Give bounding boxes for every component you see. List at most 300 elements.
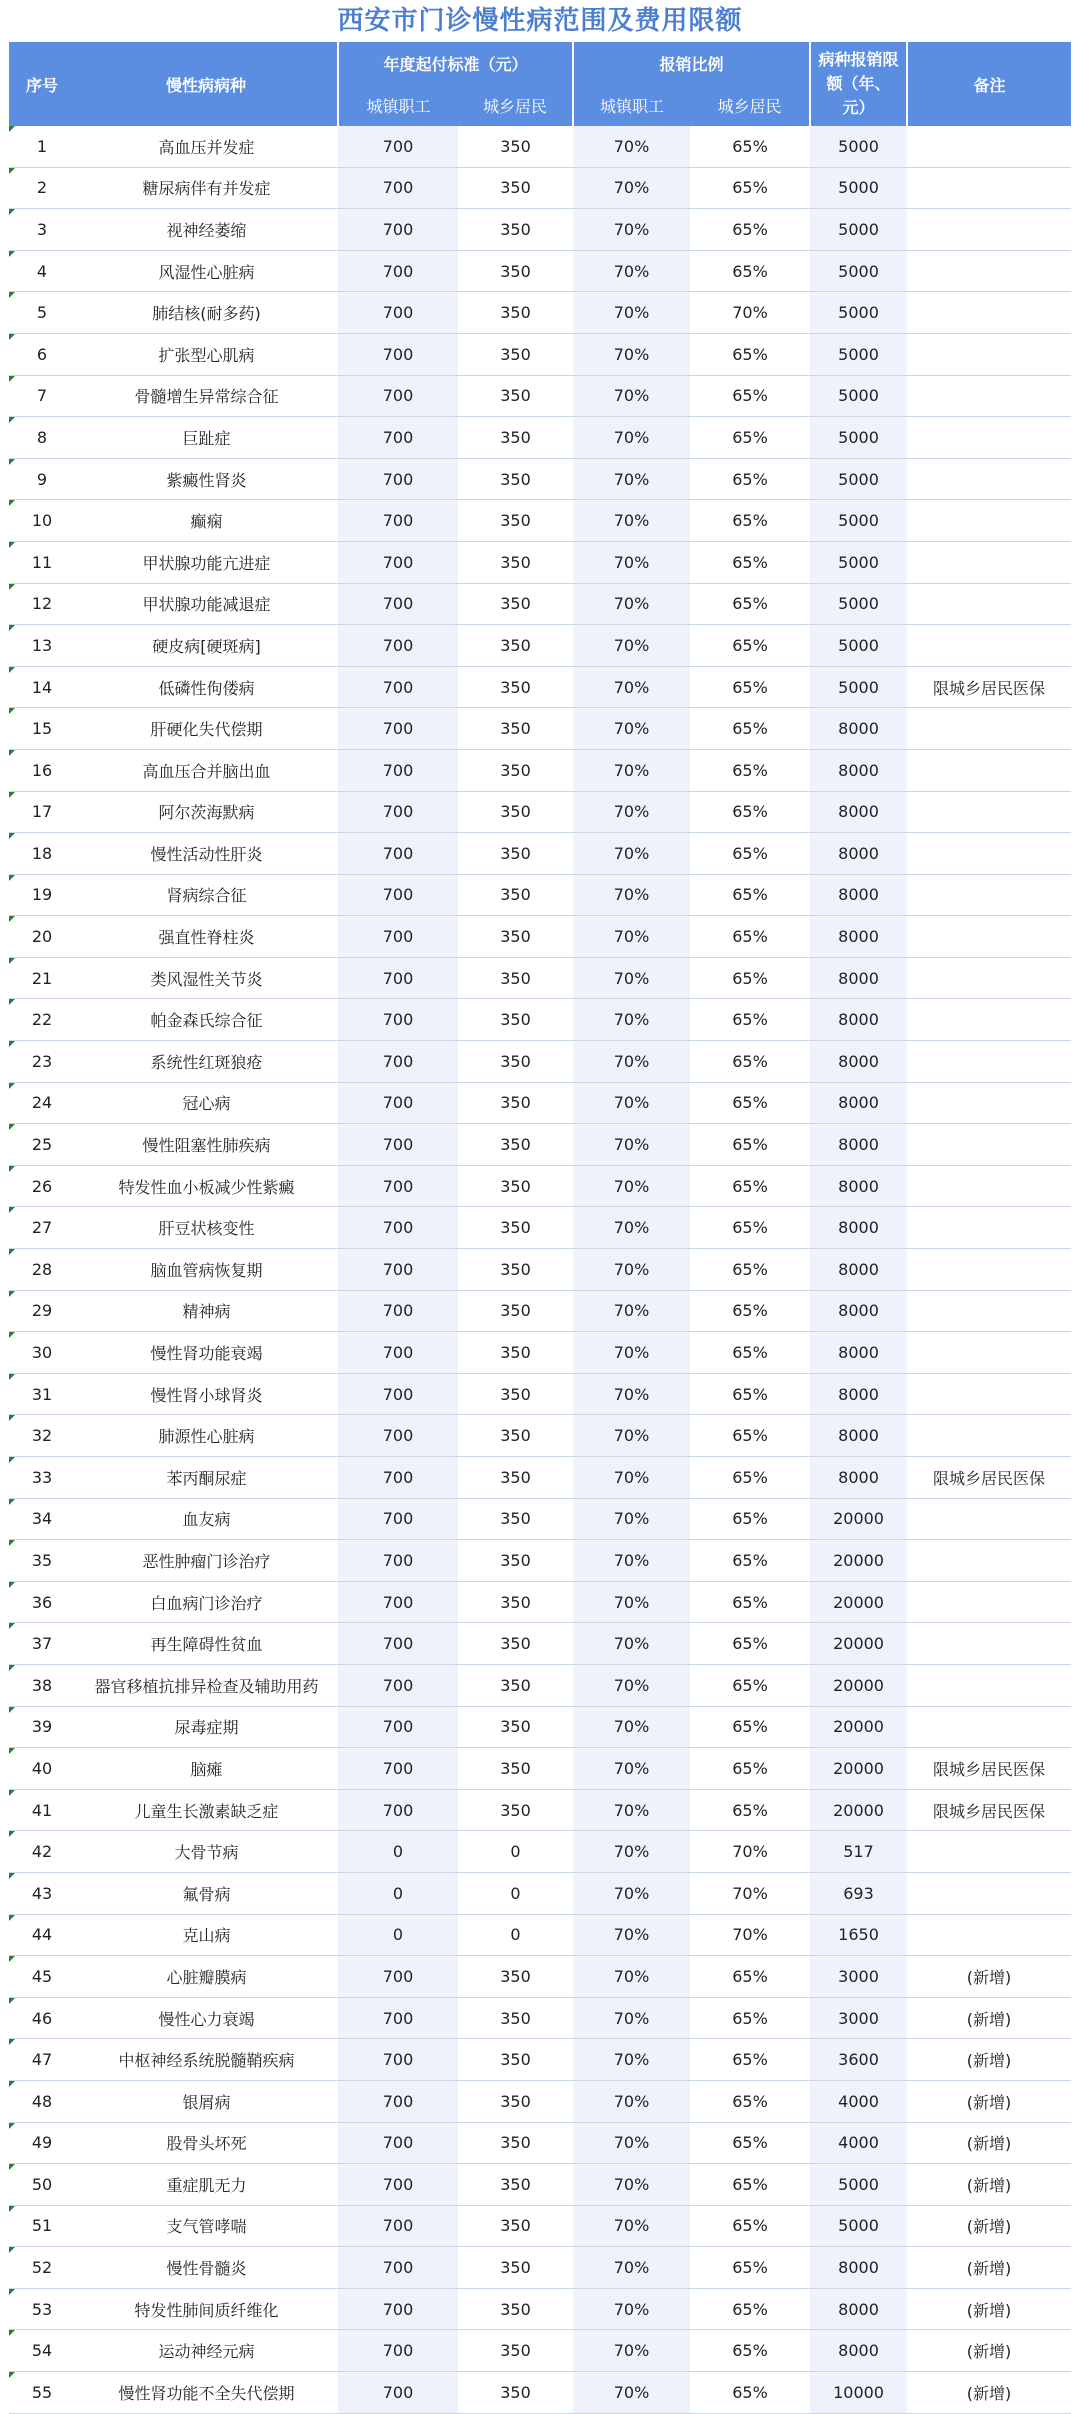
cell-ratio-rural: 65% [690,375,810,417]
cell-note [907,1207,1071,1249]
cell-note: (新增) [907,1997,1071,2039]
cell-disease-name: 克山病 [75,1914,338,1956]
cell-ratio-rural: 65% [690,1249,810,1291]
cell-disease-name: 阿尔茨海默病 [75,791,338,833]
cell-start-rural: 350 [458,1706,573,1748]
cell-note [907,1165,1071,1207]
header-ratio-urban: 城镇职工 [573,84,690,126]
cell-start-urban: 700 [338,2330,458,2372]
cell-start-rural: 350 [458,957,573,999]
table-row [9,167,1071,209]
cell-disease-name: 精神病 [75,1290,338,1332]
cell-start-urban: 700 [338,417,458,459]
cell-ratio-urban: 70% [573,1332,690,1374]
header-note: 备注 [907,42,1071,126]
table-row [9,2247,1071,2289]
cell-ratio-urban: 70% [573,874,690,916]
cell-disease-name: 癫痫 [75,500,338,542]
cell-limit: 5000 [810,375,907,417]
cell-limit: 20000 [810,1706,907,1748]
table-row [9,1997,1071,2039]
cell-limit: 8000 [810,1290,907,1332]
cell-disease-name: 肝豆状核变性 [75,1207,338,1249]
cell-no: 31 [9,1373,75,1415]
cell-start-urban: 700 [338,583,458,625]
table-row [9,791,1071,833]
cell-note [907,500,1071,542]
cell-ratio-rural: 65% [690,999,810,1041]
cell-start-urban: 700 [338,2205,458,2247]
cell-limit: 8000 [810,999,907,1041]
cell-start-urban: 0 [338,1831,458,1873]
cell-note [907,1540,1071,1582]
cell-start-rural: 350 [458,1664,573,1706]
cell-start-urban: 700 [338,1082,458,1124]
cell-limit: 8000 [810,916,907,958]
cell-ratio-rural: 65% [690,1165,810,1207]
cell-start-rural: 350 [458,874,573,916]
cell-limit: 5000 [810,625,907,667]
cell-note [907,1290,1071,1332]
cell-limit: 8000 [810,2330,907,2372]
cell-disease-name: 帕金森氏综合征 [75,999,338,1041]
cell-no: 15 [9,708,75,750]
cell-no: 43 [9,1872,75,1914]
cell-start-urban: 0 [338,1872,458,1914]
cell-start-urban: 700 [338,1332,458,1374]
cell-limit: 5000 [810,583,907,625]
cell-limit: 8000 [810,791,907,833]
cell-start-rural: 350 [458,458,573,500]
cell-limit: 5000 [810,250,907,292]
cell-ratio-urban: 70% [573,1748,690,1790]
cell-ratio-rural: 65% [690,916,810,958]
cell-ratio-urban: 70% [573,1540,690,1582]
cell-no: 10 [9,500,75,542]
cell-ratio-rural: 65% [690,209,810,251]
table-row [9,250,1071,292]
cell-start-rural: 350 [458,2080,573,2122]
cell-ratio-urban: 70% [573,375,690,417]
cell-disease-name: 类风湿性关节炎 [75,957,338,999]
cell-ratio-urban: 70% [573,2205,690,2247]
table-row [9,2039,1071,2081]
cell-start-urban: 700 [338,1165,458,1207]
cell-no: 3 [9,209,75,251]
cell-note: (新增) [907,2164,1071,2206]
cell-note [907,1249,1071,1291]
cell-disease-name: 系统性红斑狼疮 [75,1041,338,1083]
cell-limit: 5000 [810,126,907,167]
cell-ratio-urban: 70% [573,1831,690,1873]
cell-ratio-urban: 70% [573,2288,690,2330]
cell-limit: 5000 [810,333,907,375]
cell-ratio-rural: 65% [690,666,810,708]
cell-ratio-urban: 70% [573,957,690,999]
cell-ratio-urban: 70% [573,708,690,750]
cell-note: 限城乡居民医保 [907,1789,1071,1831]
cell-limit: 8000 [810,874,907,916]
table-row [9,1581,1071,1623]
cell-start-rural: 350 [458,1748,573,1790]
cell-note: (新增) [907,2205,1071,2247]
cell-no: 34 [9,1498,75,1540]
cell-ratio-urban: 70% [573,666,690,708]
table-row [9,1124,1071,1166]
cell-disease-name: 紫癜性肾炎 [75,458,338,500]
cell-no: 26 [9,1165,75,1207]
cell-start-rural: 350 [458,1997,573,2039]
cell-start-rural: 350 [458,500,573,542]
cell-note [907,1373,1071,1415]
cell-start-urban: 700 [338,1041,458,1083]
cell-start-rural: 350 [458,2288,573,2330]
cell-limit: 20000 [810,1581,907,1623]
cell-start-rural: 350 [458,1415,573,1457]
cell-ratio-rural: 65% [690,2039,810,2081]
cell-start-urban: 700 [338,292,458,334]
cell-ratio-rural: 65% [690,1415,810,1457]
cell-no: 53 [9,2288,75,2330]
table-row [9,375,1071,417]
cell-ratio-rural: 65% [690,2122,810,2164]
cell-ratio-urban: 70% [573,833,690,875]
cell-limit: 10000 [810,2372,907,2414]
cell-start-rural: 350 [458,1290,573,1332]
cell-ratio-rural: 65% [690,2205,810,2247]
cell-no: 23 [9,1041,75,1083]
cell-ratio-rural: 65% [690,1706,810,1748]
table-row [9,1789,1071,1831]
cell-ratio-urban: 70% [573,1041,690,1083]
cell-start-urban: 700 [338,541,458,583]
cell-no: 49 [9,2122,75,2164]
table-row [9,1498,1071,1540]
cell-start-rural: 350 [458,916,573,958]
cell-start-rural: 350 [458,2247,573,2289]
cell-ratio-rural: 65% [690,1956,810,1998]
cell-disease-name: 大骨节病 [75,1831,338,1873]
cell-start-urban: 700 [338,957,458,999]
cell-start-rural: 350 [458,1540,573,1582]
cell-note [907,1332,1071,1374]
cell-start-rural: 350 [458,2330,573,2372]
cell-limit: 20000 [810,1789,907,1831]
cell-disease-name: 儿童生长激素缺乏症 [75,1789,338,1831]
header-start-urban: 城镇职工 [338,84,458,126]
cell-ratio-rural: 65% [690,957,810,999]
cell-note [907,874,1071,916]
cell-start-rural: 350 [458,1373,573,1415]
cell-limit: 20000 [810,1498,907,1540]
cell-limit: 3000 [810,1956,907,1998]
cell-start-rural: 350 [458,292,573,334]
cell-limit: 5000 [810,541,907,583]
cell-start-urban: 700 [338,708,458,750]
cell-start-rural: 350 [458,333,573,375]
cell-start-rural: 350 [458,2372,573,2414]
cell-ratio-urban: 70% [573,1914,690,1956]
cell-ratio-urban: 70% [573,1373,690,1415]
cell-note [907,583,1071,625]
cell-note [907,1041,1071,1083]
cell-disease-name: 慢性肾功能不全失代偿期 [75,2372,338,2414]
cell-limit: 3600 [810,2039,907,2081]
cell-ratio-urban: 70% [573,2080,690,2122]
cell-limit: 8000 [810,1082,907,1124]
cell-no: 13 [9,625,75,667]
cell-disease-name: 中枢神经系统脱髓鞘疾病 [75,2039,338,2081]
cell-no: 39 [9,1706,75,1748]
cell-limit: 8000 [810,2247,907,2289]
cell-ratio-urban: 70% [573,1706,690,1748]
cell-start-urban: 700 [338,1748,458,1790]
cell-limit: 8000 [810,1373,907,1415]
cell-limit: 517 [810,1831,907,1873]
cell-start-rural: 350 [458,708,573,750]
cell-disease-name: 慢性肾小球肾炎 [75,1373,338,1415]
cell-ratio-rural: 65% [690,1290,810,1332]
cell-ratio-urban: 70% [573,791,690,833]
cell-limit: 5000 [810,458,907,500]
cell-disease-name: 银屑病 [75,2080,338,2122]
cell-note [907,292,1071,334]
cell-no: 14 [9,666,75,708]
cell-start-urban: 700 [338,250,458,292]
cell-ratio-rural: 65% [690,2080,810,2122]
cell-start-rural: 350 [458,1207,573,1249]
cell-start-urban: 700 [338,458,458,500]
cell-ratio-urban: 70% [573,333,690,375]
cell-ratio-rural: 65% [690,1581,810,1623]
cell-start-urban: 700 [338,2122,458,2164]
cell-ratio-urban: 70% [573,1872,690,1914]
table-row [9,500,1071,542]
table-row [9,833,1071,875]
cell-start-urban: 700 [338,1498,458,1540]
cell-ratio-rural: 65% [690,2247,810,2289]
table-row [9,2080,1071,2122]
cell-ratio-rural: 65% [690,1373,810,1415]
table-row [9,1165,1071,1207]
cell-ratio-urban: 70% [573,2372,690,2414]
cell-ratio-rural: 65% [690,833,810,875]
cell-start-urban: 700 [338,1581,458,1623]
cell-no: 22 [9,999,75,1041]
cell-note [907,126,1071,167]
table-row [9,209,1071,251]
cell-ratio-rural: 65% [690,541,810,583]
cell-limit: 4000 [810,2122,907,2164]
table-row [9,1956,1071,1998]
cell-ratio-rural: 65% [690,2164,810,2206]
cell-no: 38 [9,1664,75,1706]
cell-start-urban: 700 [338,375,458,417]
cell-limit: 5000 [810,417,907,459]
cell-note [907,957,1071,999]
cell-note [907,1664,1071,1706]
cell-ratio-urban: 70% [573,417,690,459]
cell-note: (新增) [907,2122,1071,2164]
cell-start-urban: 700 [338,749,458,791]
table-row [9,2288,1071,2330]
cell-disease-name: 高血压合并脑出血 [75,749,338,791]
header-start-group: 年度起付标准（元） [338,42,573,84]
cell-disease-name: 氟骨病 [75,1872,338,1914]
cell-no: 5 [9,292,75,334]
chronic-disease-table [9,42,1071,2414]
cell-no: 25 [9,1124,75,1166]
cell-ratio-urban: 70% [573,2164,690,2206]
cell-no: 51 [9,2205,75,2247]
table-row [9,2164,1071,2206]
cell-disease-name: 重症肌无力 [75,2164,338,2206]
cell-start-urban: 700 [338,2247,458,2289]
cell-ratio-rural: 65% [690,1457,810,1499]
header-start-rural: 城乡居民 [458,84,573,126]
cell-note [907,1581,1071,1623]
cell-note [907,333,1071,375]
cell-no: 4 [9,250,75,292]
cell-start-rural: 350 [458,1041,573,1083]
cell-note [907,708,1071,750]
cell-start-rural: 350 [458,1249,573,1291]
cell-limit: 8000 [810,833,907,875]
cell-note: 限城乡居民医保 [907,666,1071,708]
table-row [9,2372,1071,2414]
cell-start-urban: 700 [338,625,458,667]
table-row [9,1082,1071,1124]
cell-note [907,458,1071,500]
cell-start-rural: 350 [458,126,573,167]
cell-start-rural: 350 [458,375,573,417]
cell-start-rural: 350 [458,1332,573,1374]
cell-ratio-rural: 65% [690,333,810,375]
cell-no: 41 [9,1789,75,1831]
cell-note: 限城乡居民医保 [907,1748,1071,1790]
cell-no: 7 [9,375,75,417]
cell-disease-name: 慢性活动性肝炎 [75,833,338,875]
cell-note [907,375,1071,417]
cell-ratio-rural: 65% [690,1623,810,1665]
cell-note [907,749,1071,791]
cell-note [907,1706,1071,1748]
cell-disease-name: 股骨头坏死 [75,2122,338,2164]
cell-note: (新增) [907,2330,1071,2372]
cell-disease-name: 慢性肾功能衰竭 [75,1332,338,1374]
cell-no: 40 [9,1748,75,1790]
cell-start-rural: 350 [458,250,573,292]
cell-no: 9 [9,458,75,500]
cell-disease-name: 器官移植抗排异检查及辅助用药 [75,1664,338,1706]
cell-no: 2 [9,167,75,209]
cell-start-rural: 350 [458,625,573,667]
cell-ratio-urban: 70% [573,1581,690,1623]
cell-disease-name: 高血压并发症 [75,126,338,167]
cell-start-urban: 700 [338,1623,458,1665]
cell-no: 24 [9,1082,75,1124]
header-name: 慢性病病种 [75,42,338,126]
cell-note [907,167,1071,209]
cell-no: 19 [9,874,75,916]
table-row [9,1831,1071,1873]
cell-note [907,541,1071,583]
cell-start-urban: 700 [338,1540,458,1582]
cell-start-rural: 0 [458,1831,573,1873]
cell-note [907,625,1071,667]
cell-limit: 1650 [810,1914,907,1956]
cell-ratio-rural: 65% [690,167,810,209]
cell-ratio-urban: 70% [573,1997,690,2039]
cell-no: 11 [9,541,75,583]
cell-ratio-urban: 70% [573,749,690,791]
table-row [9,1623,1071,1665]
cell-no: 6 [9,333,75,375]
cell-ratio-urban: 70% [573,1165,690,1207]
cell-limit: 20000 [810,1540,907,1582]
table-row [9,1249,1071,1291]
cell-note [907,999,1071,1041]
cell-disease-name: 肝硬化失代偿期 [75,708,338,750]
cell-disease-name: 再生障碍性贫血 [75,1623,338,1665]
cell-no: 20 [9,916,75,958]
cell-ratio-rural: 65% [690,250,810,292]
table-row [9,916,1071,958]
cell-note [907,250,1071,292]
table-row [9,749,1071,791]
cell-ratio-rural: 70% [690,292,810,334]
cell-disease-name: 糖尿病伴有并发症 [75,167,338,209]
cell-start-urban: 700 [338,1664,458,1706]
cell-start-rural: 350 [458,417,573,459]
cell-start-urban: 700 [338,1207,458,1249]
table-row [9,708,1071,750]
cell-limit: 8000 [810,749,907,791]
table-row [9,1415,1071,1457]
cell-start-rural: 350 [458,1082,573,1124]
table-row [9,2205,1071,2247]
cell-ratio-urban: 70% [573,916,690,958]
cell-ratio-urban: 70% [573,1956,690,1998]
cell-start-urban: 700 [338,1249,458,1291]
cell-ratio-rural: 70% [690,1872,810,1914]
cell-limit: 5000 [810,500,907,542]
cell-limit: 20000 [810,1623,907,1665]
cell-ratio-urban: 70% [573,1290,690,1332]
cell-ratio-urban: 70% [573,209,690,251]
cell-ratio-urban: 70% [573,500,690,542]
page-title: 西安市门诊慢性病范围及费用限额 [337,6,743,36]
header-limit [810,42,907,126]
table-row [9,333,1071,375]
cell-note [907,1872,1071,1914]
cell-ratio-urban: 70% [573,541,690,583]
cell-disease-name: 恶性肿瘤门诊治疗 [75,1540,338,1582]
cell-ratio-rural: 65% [690,458,810,500]
cell-ratio-urban: 70% [573,625,690,667]
cell-start-rural: 350 [458,666,573,708]
table-row [9,999,1071,1041]
cell-start-urban: 700 [338,1956,458,1998]
cell-ratio-urban: 70% [573,2122,690,2164]
cell-start-rural: 350 [458,833,573,875]
cell-ratio-rural: 65% [690,1540,810,1582]
cell-limit: 8000 [810,1165,907,1207]
cell-disease-name: 甲状腺功能减退症 [75,583,338,625]
cell-start-urban: 0 [338,1914,458,1956]
cell-ratio-rural: 65% [690,2288,810,2330]
cell-limit: 3000 [810,1997,907,2039]
